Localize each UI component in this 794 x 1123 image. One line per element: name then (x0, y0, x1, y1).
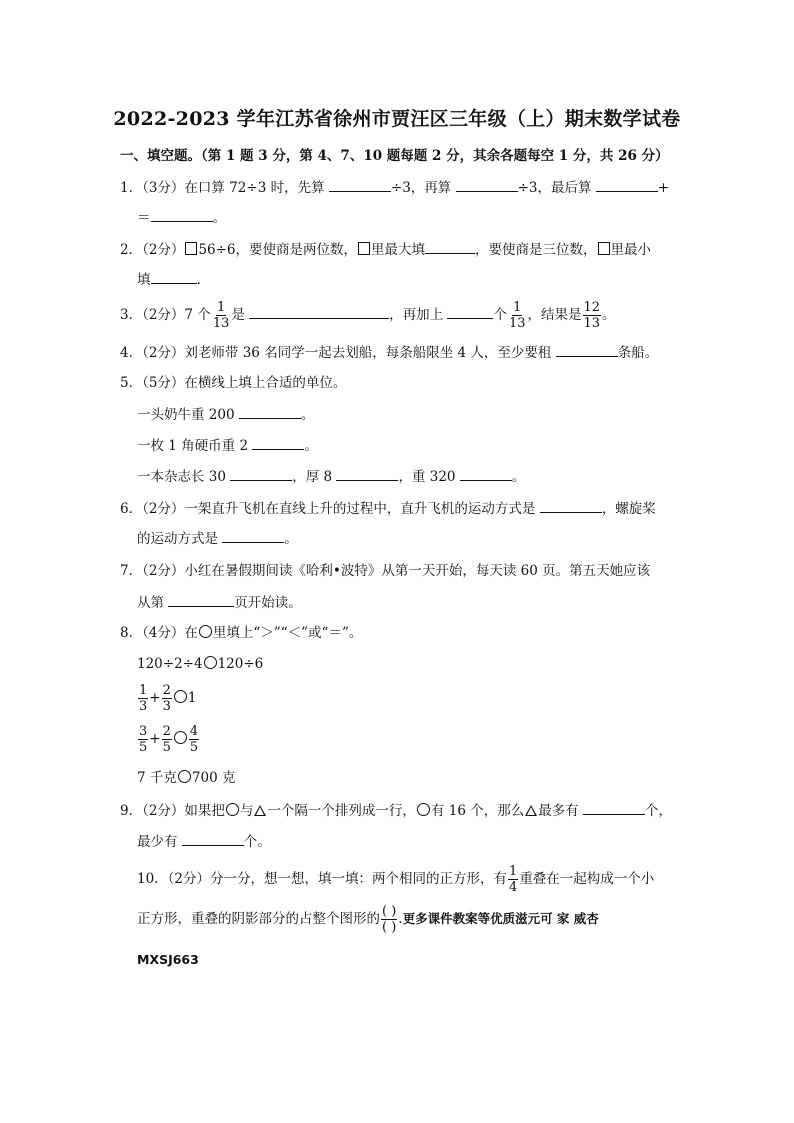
q1-text: ÷3，最后算 (517, 180, 596, 196)
compare-circle[interactable] (178, 770, 191, 783)
q1-text: + (657, 180, 670, 196)
answer-blank[interactable] (239, 404, 301, 419)
q3-text: 个 (493, 307, 507, 323)
answer-blank[interactable] (425, 239, 475, 254)
answer-blank[interactable] (583, 800, 645, 815)
question-2-line-2 (137, 269, 201, 290)
q9-text: 一个隔一个排列成一行， (267, 803, 416, 819)
q4-text: 条船。 (617, 345, 659, 361)
q5-text: ，厚 8 (292, 469, 337, 485)
question-2-line-1 (120, 239, 651, 260)
q2-text: 里最小 (610, 242, 652, 258)
question-9-line-2 (137, 831, 271, 852)
fraction-blank[interactable]: $\frac{( )}{( )}$ (382, 904, 397, 935)
footer-code: MXSJ663 (137, 952, 199, 967)
q5-text: 一头奶牛重 200 (137, 407, 239, 423)
answer-blank[interactable] (182, 831, 244, 846)
q5-text: ，重 320 (398, 469, 460, 485)
question-3 (120, 300, 616, 331)
question-6-line-2 (137, 528, 298, 549)
answer-blank[interactable] (456, 177, 518, 192)
q1-text: 1．（3分）在口算 72÷3 时，先算 (120, 180, 329, 196)
expr-text: 7 千克 (137, 770, 177, 786)
fraction: $\frac{1}{3}$ (139, 683, 148, 714)
q8-expression-3 (137, 724, 200, 755)
fraction: $\frac{3}{5}$ (139, 724, 148, 755)
q9-text: 最少有 (137, 834, 182, 850)
q1-text: ÷3，再算 (390, 180, 456, 196)
q6-text: 。 (284, 531, 298, 547)
expr-text: 700 克 (191, 770, 236, 786)
q2-text: 2．（2分） (120, 242, 185, 258)
question-5-line-2 (137, 404, 314, 425)
q3-text: 是 (231, 307, 250, 323)
answer-blank[interactable] (329, 177, 391, 192)
answer-blank[interactable] (556, 342, 618, 357)
question-5-line-3 (137, 435, 318, 456)
q2-text: 56÷6，要使商是两位数， (198, 242, 358, 258)
fraction: $\frac{2}{5}$ (162, 724, 171, 755)
answer-blank[interactable] (168, 592, 234, 607)
circle-icon (226, 803, 239, 816)
answer-blank[interactable] (151, 269, 197, 284)
question-1-line-2 (137, 207, 226, 228)
q2-text: . (196, 272, 201, 288)
question-10-line-1 (137, 864, 654, 895)
q5-text: 。 (304, 438, 318, 454)
square-box-icon (598, 242, 610, 255)
answer-blank[interactable] (336, 466, 398, 481)
triangle-icon (525, 805, 537, 816)
answer-blank[interactable] (252, 435, 304, 450)
q9-text: 与 (239, 803, 254, 819)
fraction: $\frac{1}{13}$ (212, 300, 230, 331)
q2-text: ，要使商是三位数， (475, 242, 597, 258)
page-title: 2022-2023 学年江苏省徐州市贾汪区三年级（上）期末数学试卷 (113, 108, 681, 130)
q8-text: 里填上“＞”“＜”或“＝”。 (212, 625, 363, 641)
q10-text: . (398, 911, 403, 927)
q3-text: ，再加上 (389, 307, 448, 323)
q6-text: 6．（2分）一架直升飞机在直线上升的过程中，直升飞机的运动方式是 (120, 501, 540, 517)
q9-text: 个， (645, 803, 672, 819)
fraction: $\frac{1}{4}$ (509, 864, 518, 895)
answer-blank[interactable] (230, 466, 292, 481)
answer-blank[interactable] (222, 528, 284, 543)
compare-circle[interactable] (204, 656, 217, 669)
q10-text: 重叠在一起构成一个小 (519, 871, 655, 887)
q4-text: 4．（2分）刘老师带 36 名同学一起去划船，每条船限坐 4 人，至少要租 (120, 345, 556, 361)
q3-text: ，结果是 (527, 307, 582, 323)
q8-expression-4 (137, 768, 235, 788)
fraction: $\frac{2}{3}$ (162, 683, 171, 714)
q10-text: 10．（2分）分一分，想一想，填一填：两个相同的正方形，有 (137, 871, 508, 887)
question-6-line-1 (120, 498, 656, 519)
q5-text: 一枚 1 角硬币重 2 (137, 438, 253, 454)
question-10-line-2 (137, 904, 599, 935)
expr-text: 1 (187, 690, 197, 706)
compare-circle[interactable] (174, 731, 187, 744)
q9-text: 有 16 个，那么 (430, 803, 525, 819)
q2-text: 里最大填 (371, 242, 426, 258)
circle-icon (199, 625, 212, 638)
answer-blank[interactable] (249, 304, 389, 319)
q3-text: 3．（2分）7 个 (120, 307, 211, 323)
q9-text: 9．（2分）如果把 (120, 803, 225, 819)
q8-expression-2 (137, 683, 196, 714)
promo-text: 更多课件教案等优质滋元可 家 威杏 (402, 911, 599, 926)
question-5-line-1: 5．（5分）在横线上填上合适的单位。 (120, 375, 347, 391)
question-5-line-4 (137, 466, 525, 487)
q5-text: 。 (511, 469, 526, 485)
q7-text: 页开始读。 (234, 595, 302, 611)
q9-text: 个。 (243, 834, 271, 850)
square-box-icon (358, 242, 370, 255)
fraction: $\frac{1}{13}$ (508, 300, 526, 331)
plus-sign: + (149, 731, 161, 747)
question-7-line-2 (137, 592, 302, 613)
answer-blank[interactable] (151, 207, 213, 222)
q1-text: 。 (212, 210, 226, 226)
q6-text: ，螺旋桨 (601, 501, 656, 517)
square-box-icon (185, 242, 197, 255)
answer-blank[interactable] (540, 498, 602, 513)
q1-text: ＝ (137, 210, 151, 226)
q2-text: 填 (137, 272, 151, 288)
plus-sign: + (149, 690, 161, 706)
q7-text: 从第 (137, 595, 169, 611)
question-8-line-1 (120, 623, 362, 643)
question-7-line-1: 7．（2分）小红在暑假期间读《哈利•波特》从第一天开始，每天读 60 页。第五天她应该 (120, 563, 651, 579)
fraction: $\frac{12}{13}$ (583, 300, 601, 331)
answer-blank[interactable] (596, 177, 658, 192)
question-9-line-1 (120, 800, 672, 821)
question-4 (120, 342, 658, 363)
question-1-line-1 (120, 177, 669, 198)
circle-icon (417, 803, 430, 816)
q5-text: 。 (300, 407, 315, 423)
fraction: $\frac{4}{5}$ (189, 724, 199, 755)
q6-text: 的运动方式是 (137, 531, 223, 547)
q8-text: 8．（4分）在 (120, 625, 198, 641)
q9-text: 最多有 (538, 803, 583, 819)
compare-circle[interactable] (174, 690, 187, 703)
answer-blank[interactable] (460, 466, 512, 481)
q5-text: 一本杂志长 30 (137, 469, 231, 485)
q8-expression-1 (137, 654, 263, 674)
triangle-icon (254, 805, 266, 816)
answer-blank[interactable] (447, 304, 493, 319)
section-heading: 一、填空题。（第 1 题 3 分，第 4、7、10 题每题 2 分，其余各题每空 1 分，共 26 分） (120, 148, 669, 164)
q3-text: 。 (602, 307, 616, 323)
expr-text: 120÷6 (217, 656, 264, 672)
q10-text: 正方形，重叠的阴影部分的占整个图形的 (137, 911, 380, 927)
expr-text: 120÷2÷4 (137, 656, 203, 672)
